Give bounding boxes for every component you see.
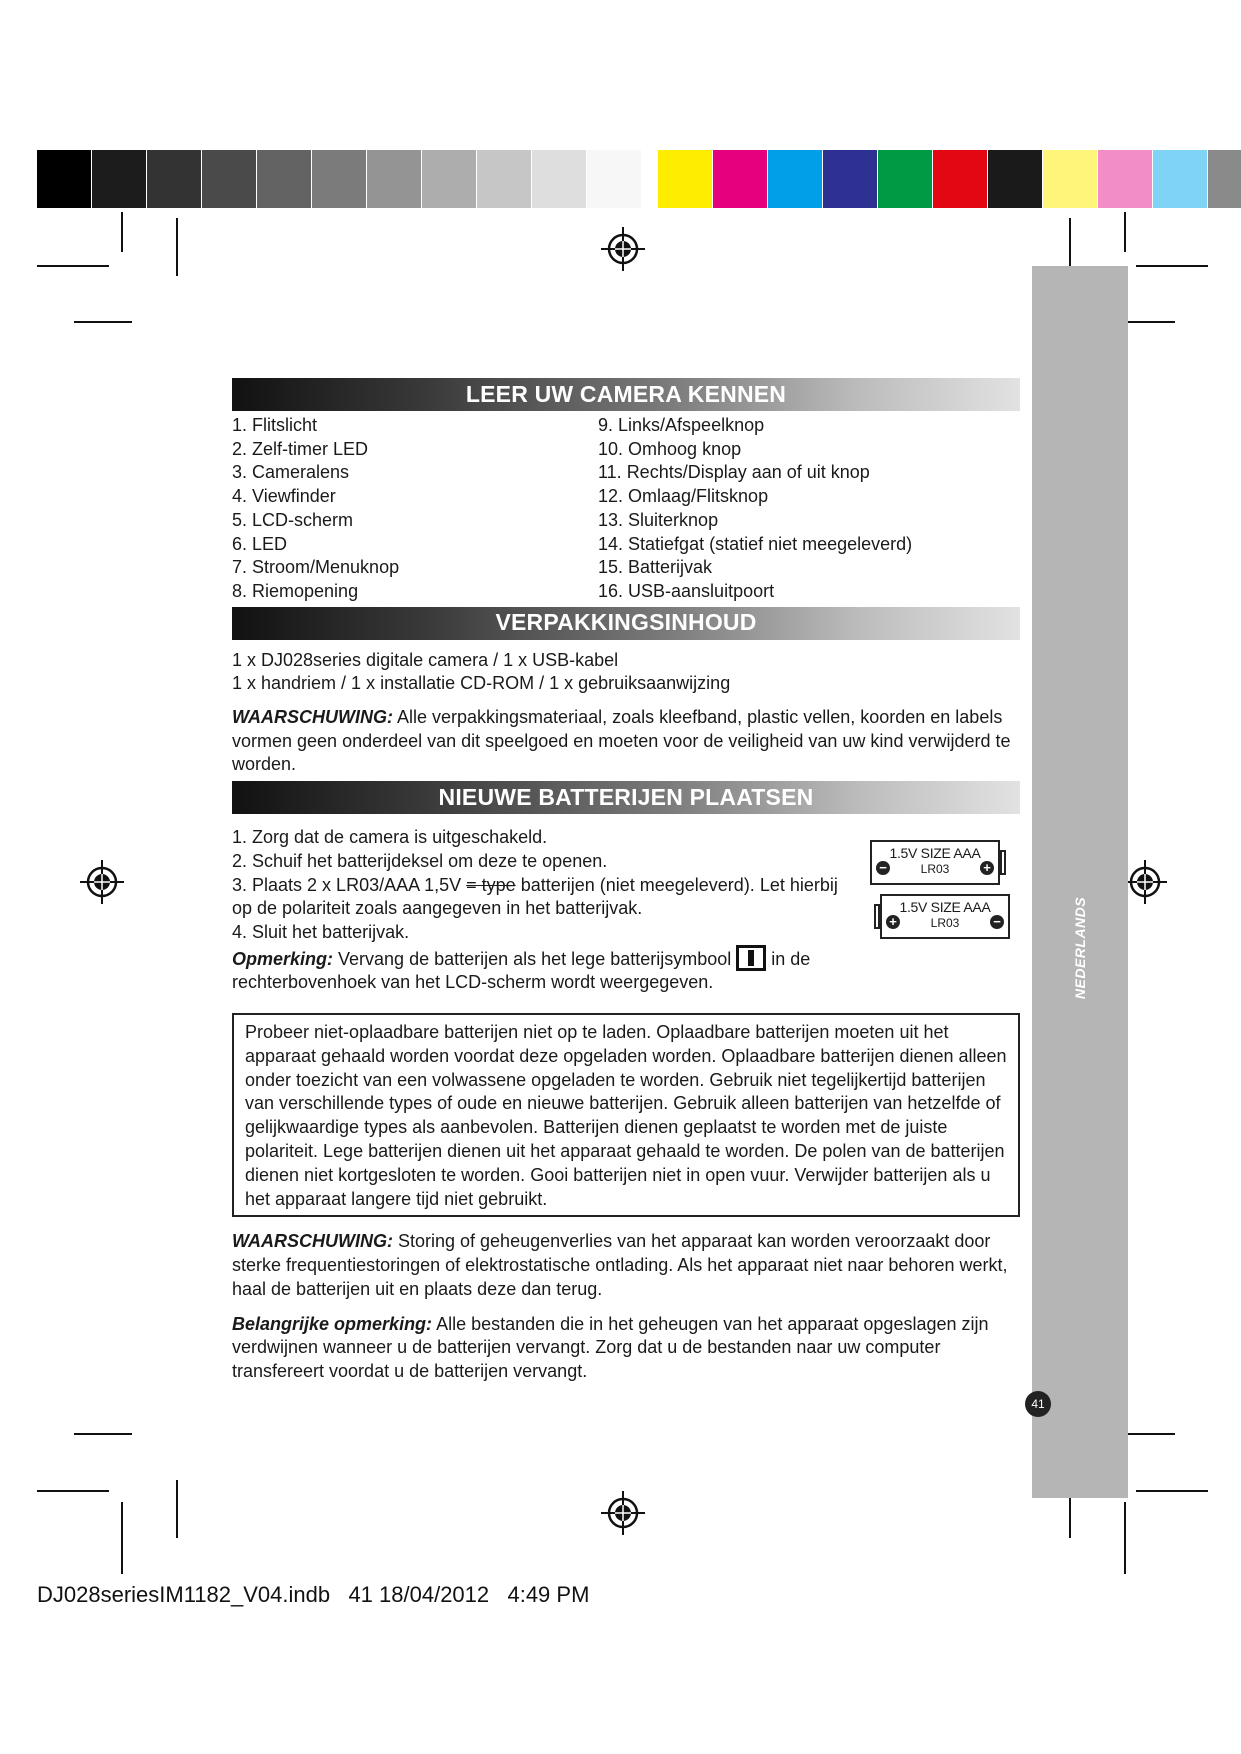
registration-mark-icon <box>1123 860 1167 904</box>
list-item: 15. Batterijvak <box>598 557 713 578</box>
step: op de polariteit zoals aangegeven in het batterijvak. <box>232 898 643 919</box>
list-item: 16. USB-aansluitpoort <box>598 580 775 601</box>
color-swatch <box>823 150 878 208</box>
plus-icon: + <box>886 915 900 929</box>
packaging-warning <box>232 706 1020 777</box>
important-label: Belangrijke opmerking: <box>232 1313 433 1334</box>
color-swatch <box>37 150 92 208</box>
package-contents <box>232 649 1020 696</box>
warning-label: WAARSCHUWING: <box>232 707 393 728</box>
crop-mark <box>1136 1490 1208 1492</box>
crop-mark <box>37 1490 109 1492</box>
color-swatch <box>768 150 823 208</box>
battery-icon: 1.5V SIZE AAA + LR03 − <box>880 894 1010 939</box>
color-swatch <box>422 150 477 208</box>
list-item: 7. Stroom/Menuknop <box>232 557 400 578</box>
list-item: 11. Rechts/Display aan of uit knop <box>598 462 870 483</box>
battery-icon: 1.5V SIZE AAA − LR03 + <box>870 840 1000 885</box>
battery-note: Opmerking: Vervang de batterijen als het lege batterijsymbool in de <box>232 945 1020 972</box>
registration-mark-icon <box>601 1491 645 1535</box>
crop-mark <box>74 321 132 323</box>
contents-line: 1 x DJ028series digitale camera / 1 x USB-kabel <box>232 649 619 670</box>
color-swatch <box>587 150 642 208</box>
important-note <box>232 1313 1020 1384</box>
step: 4. Sluit het batterijvak. <box>232 921 410 942</box>
crop-mark <box>176 1480 178 1538</box>
crop-mark <box>1124 1502 1126 1574</box>
parts-list-left <box>232 414 598 604</box>
warning-text: Alle verpakkingsmateriaal, zoals kleefband, plastic vellen, koorden en labels vormen geen onderdeel van dit speelgoed en moeten voor de veiligheid van uw kind verwijderd te worden. <box>232 707 1011 775</box>
plus-icon: + <box>980 861 994 875</box>
minus-icon: − <box>876 861 890 875</box>
color-swatch <box>878 150 933 208</box>
warning-text: Storing of geheugenverlies van het apparaat kan worden veroorzaakt door sterke frequentiestoringen of elektrostatische ontlading. Als het apparaat niet naar behoren werkt, haal de batterijen uit en plaats deze dan terug. <box>232 1231 1008 1299</box>
list-item: 3. Cameralens <box>232 462 350 483</box>
battery-illustration <box>870 840 1020 950</box>
crop-mark <box>1136 265 1208 267</box>
list-item: 10. Omhoog knop <box>598 438 742 459</box>
page-content <box>232 378 1020 1384</box>
battery-safety-box: Probeer niet-oplaadbare batterijen niet op te laden. Oplaadbare batterijen moeten uit het apparaat gehaald worden voordat deze opgeladen worden. Oplaadbare batterijen dienen alleen onder toezicht van een volwassene opgeladen te worden. Gebruik niet tegelijkertijd batterijen van verschillende types of oude en nieuwe batterijen. Gebruik alleen batterijen van hetzelfde of gelijkwaardige types als aanbevolen. Batterijen dienen geplaatst te worden met de juiste polariteit. Lege batterijen dienen uit het apparaat gehaald te worden. De polen van de batterijen dienen niet kortgesloten te worden. Gooi batterijen niet in open vuur. Verwijder batterijen als u het apparaat langere tijd niet gebruikt. <box>232 1013 1020 1217</box>
color-swatch <box>713 150 768 208</box>
battery-note-cont: rechterbovenhoek van het LCD-scherm wordt weergegeven. <box>232 972 714 993</box>
section-header-contents: VERPAKKINGSINHOUD <box>232 607 1020 640</box>
list-item: 14. Statiefgat (statief niet meegeleverd) <box>598 533 913 554</box>
list-item: 12. Omlaag/Flitsknop <box>598 486 769 507</box>
crop-mark <box>121 1502 123 1574</box>
note-label: Opmerking: <box>232 948 334 969</box>
empty-battery-icon <box>736 945 766 971</box>
crop-mark <box>176 218 178 276</box>
color-swatch <box>147 150 202 208</box>
color-swatch <box>658 150 713 208</box>
warning-label: WAARSCHUWING: <box>232 1231 393 1252</box>
color-swatch <box>1098 150 1153 208</box>
list-item: 5. LCD-scherm <box>232 509 354 530</box>
color-swatch <box>1153 150 1208 208</box>
color-swatch <box>367 150 422 208</box>
color-swatch <box>933 150 988 208</box>
color-swatch <box>257 150 312 208</box>
struck-text: = type <box>466 874 516 895</box>
crop-mark <box>74 1433 132 1435</box>
print-slug: DJ028seriesIM1182_V04.indb 41 18/04/2012 4:49 PM <box>37 1582 590 1607</box>
list-item: 4. Viewfinder <box>232 486 336 507</box>
color-swatch <box>642 150 658 208</box>
important-text: Alle bestanden die in het geheugen van het apparaat opgeslagen zijn verdwijnen wanneer u de batterijen vervangt. Zorg dat u de bestanden naar uw computer transfereert voordat u de batterijen vervangt. <box>232 1313 989 1381</box>
interference-warning <box>232 1230 1020 1301</box>
registration-mark-icon <box>80 860 124 904</box>
color-swatch <box>1208 150 1241 208</box>
registration-mark-icon <box>601 227 645 271</box>
battery-instructions <box>232 826 1020 995</box>
color-swatch <box>477 150 532 208</box>
step: 1. Zorg dat de camera is uitgeschakeld. <box>232 827 548 848</box>
language-side-tab <box>1032 266 1128 1498</box>
list-item: 2. Zelf-timer LED <box>232 438 369 459</box>
parts-list-right <box>598 414 1020 604</box>
list-item: 13. Sluiterknop <box>598 509 719 530</box>
crop-mark <box>37 265 109 267</box>
color-swatch <box>312 150 367 208</box>
parts-list <box>232 414 1020 604</box>
color-swatch <box>532 150 587 208</box>
list-item: 8. Riemopening <box>232 580 359 601</box>
color-calibration-bar <box>37 150 1241 208</box>
crop-mark <box>1124 212 1126 252</box>
list-item: 6. LED <box>232 533 288 554</box>
color-swatch <box>202 150 257 208</box>
contents-line: 1 x handriem / 1 x installatie CD-ROM / 1 x gebruiksaanwijzing <box>232 673 731 694</box>
step: 3. Plaats 2 x LR03/AAA 1,5V = type batterijen (niet meegeleverd). Let hierbij <box>232 874 838 895</box>
minus-icon: − <box>990 915 1004 929</box>
language-tab-label: NEDERLANDS <box>1072 896 1089 1000</box>
list-item: 9. Links/Afspeelknop <box>598 415 765 435</box>
color-swatch <box>988 150 1043 208</box>
step: 2. Schuif het batterijdeksel om deze te openen. <box>232 850 608 871</box>
color-swatch <box>92 150 147 208</box>
color-swatch <box>1043 150 1098 208</box>
list-item: 1. Flitslicht <box>232 415 318 435</box>
page-number: 41 <box>1025 1391 1051 1417</box>
section-header-camera: LEER UW CAMERA KENNEN <box>232 378 1020 411</box>
crop-mark <box>121 212 123 252</box>
section-header-batteries: NIEUWE BATTERIJEN PLAATSEN <box>232 781 1020 814</box>
